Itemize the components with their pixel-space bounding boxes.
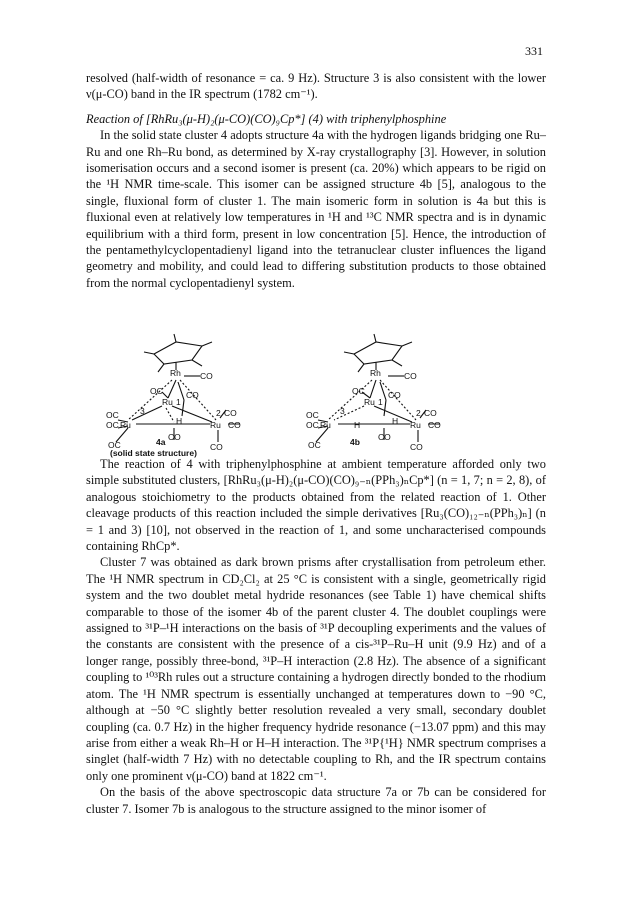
text-block-lower	[86, 456, 546, 817]
page-number: 331	[525, 44, 543, 58]
label-co-bridge-4b: CO	[388, 390, 401, 400]
paragraph-conclusion: On the basis of the above spectroscopic data structure 7a or 7b can be considered for cluster 7. Isomer 7b is analogous to the structure assigned to the minor isomer of	[86, 785, 546, 816]
label-co-rh-4a: CO	[200, 371, 213, 381]
paragraph-solid-state: In the solid state cluster 4 adopts structure 4a with the hydrogen ligands bridging one Ru–Ru and one Rh–Ru bond, as determined by X-ray crystallography [3]. However, in solution isomerisation occurs and a second isomer is present (ca. 20%) which appears to be rigid on the ¹H NMR time-scale. This isomer can be assigned structure 4b [5], analogous to the single, fluxional form of cluster 1. The main isomeric form in solution is 4a but this is fluxional even at relatively low temperatures in ¹H and ¹³C NMR spectra and is in dynamic equilibrium with a third form, present in low concentration [5]. Hence, the introduction of the pentamethylcyclopentadienyl ligand into the tetranuclear cluster influences the ligand geometry and mobility, and could lead to differing substitution products to those obtained from the normal cyclopentadienyl system.	[86, 128, 546, 290]
caption-4b-id: 4b	[350, 437, 360, 447]
label-co-ru2c-4b: CO	[410, 442, 423, 452]
label-1-4a: 1	[176, 397, 181, 407]
section-heading: Reaction of [RhRu₃(μ-H)₂(μ-CO)(CO)₉Cp*] (4) with triphenylphosphine	[86, 111, 447, 126]
caption-4a-id: 4a	[156, 437, 166, 447]
label-h-4a: H	[176, 416, 183, 426]
label-ru2-4a: Ru	[210, 420, 221, 430]
label-oc-ru3b-4a: OC	[106, 420, 119, 430]
label-co-rh-4b: CO	[404, 371, 417, 381]
label-co-bridge-4a: CO	[186, 390, 199, 400]
label-co-ru2a-4b: CO	[424, 408, 437, 418]
label-2-4b: 2	[416, 408, 421, 418]
structure-figure	[92, 332, 532, 458]
label-co-ru2b-4a: CO	[228, 420, 241, 430]
label-ru3-4a: Ru	[120, 420, 131, 430]
label-3-4a: 3	[140, 406, 145, 416]
label-oc-ru3c-4b: OC	[308, 440, 321, 450]
label-co-ru2a-4a: CO	[224, 408, 237, 418]
label-2-4a: 2	[216, 408, 221, 418]
label-ru1-4b: Ru	[364, 397, 375, 407]
label-oc-ru3b-4b: OC	[306, 420, 319, 430]
label-oc-ru1-4b: OC	[352, 386, 365, 396]
label-ru1-4a: Ru	[162, 397, 173, 407]
label-ru3-4b: Ru	[320, 420, 331, 430]
paragraph-cluster-7: Cluster 7 was obtained as dark brown prisms after crystallisation from petroleum ether. The ¹H NMR spectrum in CD₂Cl₂ at 25 °C is consistent with a single, geometrically rigid system and the two doublet metal hydride resonances (see Table 1) have chemical shifts comparable to those of the isomer 4b of the parent cluster 4. The doublet couplings were assigned to ³¹P–¹H interactions on the basis of ³¹P decoupling experiments and the values of the constants are consistent with the presence of a cis-³¹P–Ru–H unit (9.9 Hz) and of a longer range, possibly three-bond, ³¹P–H interaction (2.8 Hz). The absence of a significant coupling to ¹⁰³Rh rules out a structure containing a hydrogen directly bonded to the rhodium atom. The ¹H NMR spectrum is essentially unchanged at temperatures down to −90 °C, although at −50 °C slightly better resolution revealed a very small, secondary doublet coupling (ca. 0.7 Hz) in the higher frequency hydride resonance (−13.07 ppm) and this may arise from either a weak Rh–H or H–H interaction. The ³¹P{¹H} NMR spectrum comprises a singlet (half-width 7 Hz) with no detectable coupling to Rh, and the IR spectrum contains only one prominent ν(μ-CO) band at 1822 cm⁻¹.	[86, 555, 546, 783]
paragraph-reaction: The reaction of 4 with triphenylphosphine at ambient temperature afforded only two simple substituted clusters, [RhRu₃(μ-H)₂(μ-CO)(CO)₉₋ₙ(PPh₃)ₙCp*] (n = 1, 7; n = 2, 8), of analogous stoichiometry to the products obtained from the related reaction of 1. Other cleavage products of this reaction included the simple derivatives [Ru₃(CO)₁₂₋ₙ(PPh₃)ₙ] (n = 1 and 3) [10], not observed in the reaction of 1, and some uncharacterised compounds containing RhCp*.	[86, 457, 546, 554]
cluster-structures-diagram	[92, 332, 532, 458]
structure-4b-drawing	[316, 334, 440, 442]
label-co-ru1b-4b: CO	[378, 432, 391, 442]
label-ru2-4b: Ru	[410, 420, 421, 430]
label-co-ru2b-4b: CO	[428, 420, 441, 430]
label-oc-ru3a-4a: OC	[106, 410, 119, 420]
text-block-upper	[86, 70, 546, 291]
paragraph-intro: resolved (half-width of resonance = ca. 9 Hz). Structure 3 is also consistent with the lower ν(μ-CO) band in the IR spectrum (1782 cm⁻¹).	[86, 71, 546, 102]
label-rh-4a: Rh	[170, 368, 181, 378]
cp-ring-4b	[354, 342, 402, 364]
label-h1-4b: H	[354, 420, 361, 430]
label-co-ru2c-4a: CO	[210, 442, 223, 452]
label-3-4b: 3	[340, 406, 345, 416]
label-h2-4b: H	[392, 416, 399, 426]
label-co-ru1b-4a: CO	[168, 432, 181, 442]
caption-4a-note: (solid state structure)	[110, 448, 197, 458]
label-oc-ru1-4a: OC	[150, 386, 163, 396]
label-rh-4b: Rh	[370, 368, 381, 378]
label-1-4b: 1	[378, 397, 383, 407]
label-oc-ru3a-4b: OC	[306, 410, 319, 420]
cp-ring-4a	[154, 342, 202, 364]
label-oc-ru3c-4a: OC	[108, 440, 121, 450]
